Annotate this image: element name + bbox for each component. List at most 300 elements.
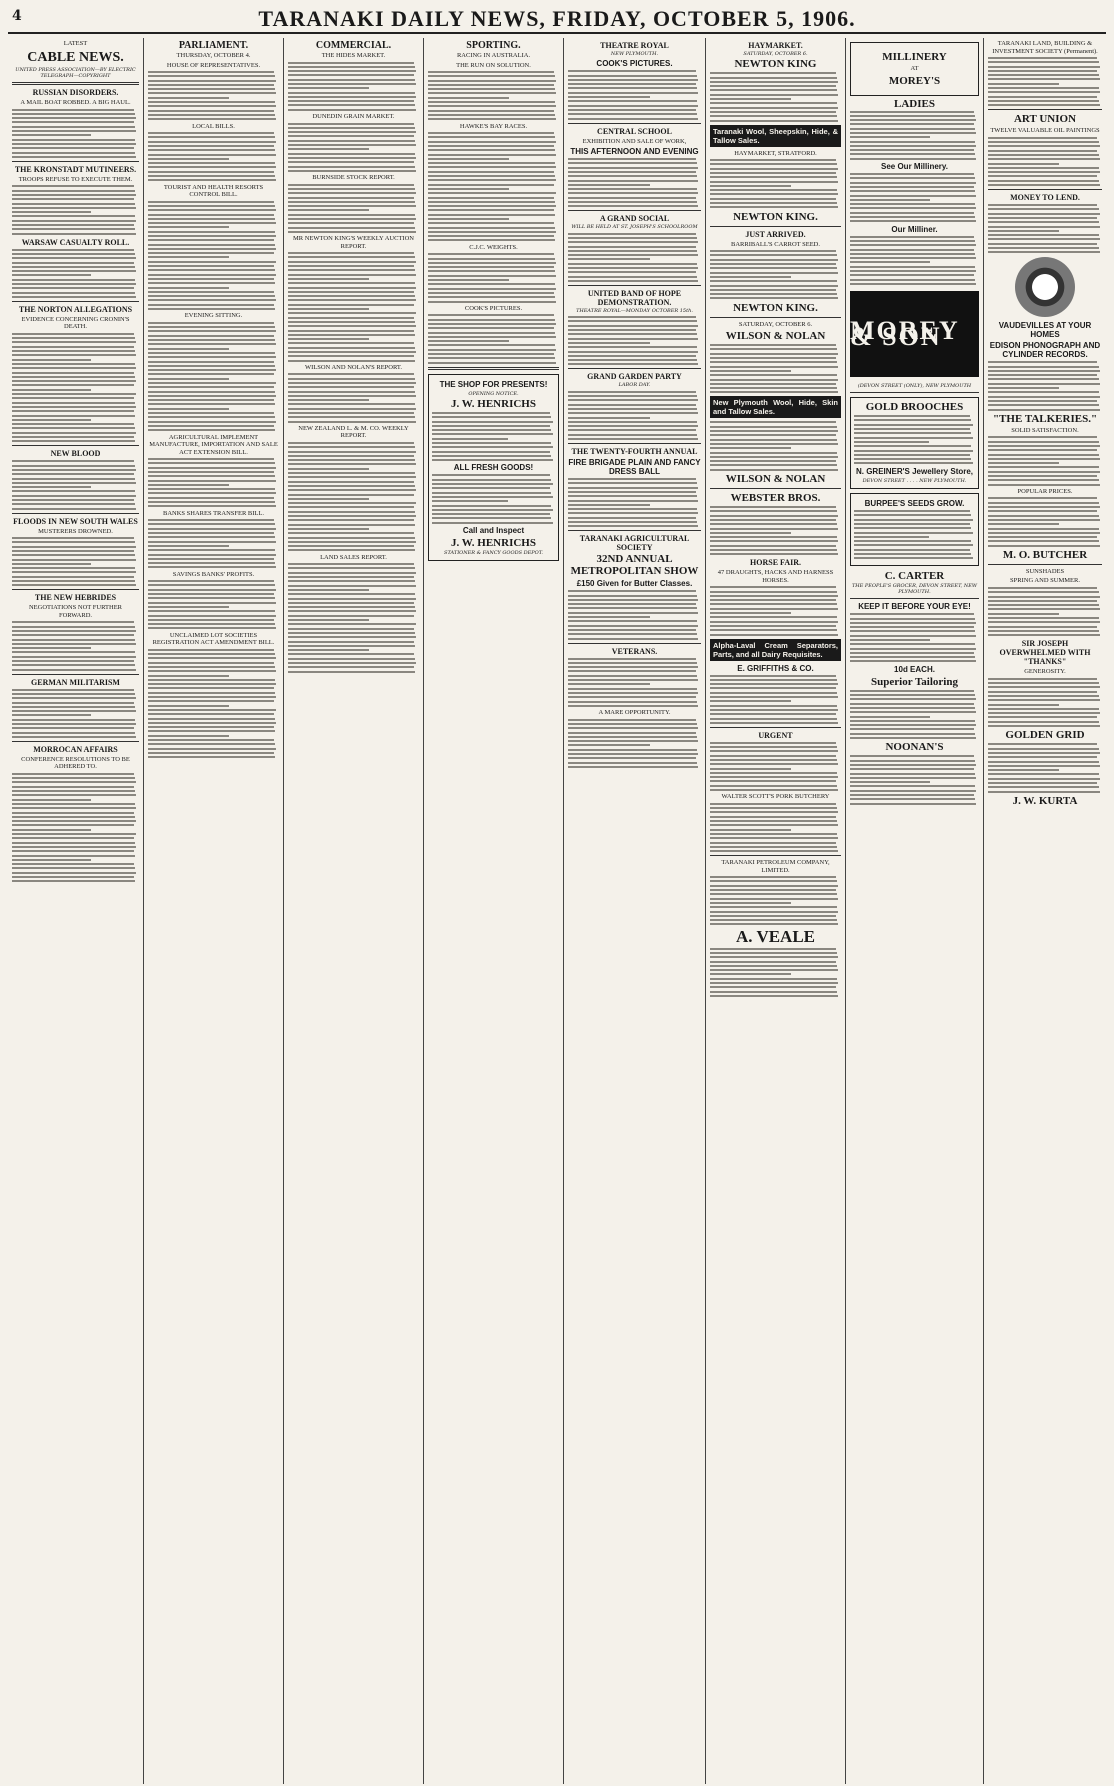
text-line (710, 263, 836, 265)
ad-headline: VETERANS. (611, 646, 658, 656)
text-line (432, 496, 553, 498)
text-line (12, 397, 134, 399)
text-line (988, 716, 1097, 718)
text-line (988, 66, 1100, 68)
text-line (710, 430, 838, 432)
article-body (288, 184, 419, 233)
kicker: LATEST (63, 40, 88, 47)
text-line (988, 74, 1099, 76)
text-line (148, 713, 274, 715)
text-line (148, 101, 275, 103)
section-title: PARLIAMENT. (178, 40, 249, 51)
text-line (710, 293, 837, 295)
classified-head: "THE TALKERIES." (992, 412, 1098, 425)
text-line (12, 337, 135, 339)
text-line (288, 506, 414, 508)
text-line (148, 416, 275, 418)
text-line (288, 472, 415, 474)
text-line (710, 460, 836, 462)
text-line (568, 696, 696, 698)
text-line (288, 291, 414, 293)
text-line (12, 215, 135, 217)
text-line (148, 274, 276, 276)
text-line (288, 209, 369, 211)
text-line (988, 366, 1099, 368)
text-line (428, 184, 554, 186)
text-line (568, 478, 696, 480)
text-line (854, 441, 929, 443)
text-line (12, 460, 134, 462)
text-line (12, 207, 136, 209)
headline: NEW BLOOD (50, 449, 101, 459)
text-line (988, 378, 1099, 380)
advertisement-henrichs (428, 374, 559, 562)
article-body (12, 109, 139, 158)
text-line (850, 261, 930, 263)
text-line (12, 833, 136, 835)
ad-subhead: EXHIBITION AND SALE OF WORK, (582, 137, 687, 145)
text-line (12, 867, 135, 869)
text-line (288, 502, 416, 504)
text-line (854, 424, 973, 426)
text-line (288, 161, 414, 163)
text-line (568, 351, 698, 353)
text-line (710, 876, 836, 878)
text-line (148, 705, 229, 707)
text-line (288, 489, 416, 491)
text-line (148, 743, 275, 745)
text-line (710, 709, 838, 711)
text-line (432, 421, 553, 423)
article-body (288, 252, 419, 361)
ad-body (710, 344, 841, 393)
text-line (148, 248, 276, 250)
ad-body (710, 803, 841, 852)
ad-body (850, 613, 979, 662)
text-line (12, 402, 135, 404)
text-line (988, 748, 1099, 750)
text-line (148, 756, 275, 758)
text-line (568, 258, 650, 260)
subheading: UNCLAIMED LOT SOCIETIES REGISTRATION ACT AMENDMENT BILL. (152, 631, 275, 647)
text-line (12, 121, 134, 123)
text-line (428, 266, 554, 268)
text-line (710, 608, 838, 610)
text-line (288, 261, 416, 263)
ad-body (710, 586, 841, 635)
text-line (854, 532, 973, 534)
our-milliner: Our Milliner. (891, 224, 938, 234)
text-line (428, 192, 556, 194)
text-line (568, 267, 698, 269)
text-line (12, 777, 135, 779)
ad-body (568, 158, 701, 207)
text-line (850, 203, 975, 205)
text-line (12, 651, 135, 653)
section-title: CABLE NEWS. (27, 49, 124, 65)
text-line (148, 649, 274, 651)
classified-head: SUNSHADES (1025, 567, 1065, 575)
text-line (148, 149, 275, 151)
burpee-title: BURPEE'S SEEDS GROW. (864, 499, 965, 509)
text-line (288, 131, 416, 133)
date-line: THURSDAY, OCTOBER 4. (176, 52, 251, 59)
text-line (288, 446, 415, 448)
ad-feature: NEWTON KING (734, 58, 817, 71)
text-line (288, 188, 415, 190)
ad-body (850, 236, 979, 285)
ad-body (850, 111, 979, 160)
text-line (568, 105, 698, 107)
text-line (710, 595, 838, 597)
text-line (988, 226, 1100, 228)
text-line (988, 786, 1099, 788)
text-line (710, 549, 837, 551)
text-line (12, 380, 136, 382)
text-line (568, 75, 697, 77)
text-line (12, 576, 134, 578)
text-line (148, 84, 274, 86)
text-line (988, 87, 1099, 89)
text-line (148, 141, 276, 143)
classified-head: VAUDEVILLES AT YOUR HOMES (998, 321, 1092, 340)
ad-subhead: HORSE FAIR. (750, 558, 801, 568)
text-line (710, 434, 836, 436)
text-line (568, 412, 698, 414)
text-line (568, 525, 698, 527)
text-line (12, 211, 91, 213)
text-line (288, 403, 415, 405)
text-line (288, 593, 415, 595)
text-line (288, 395, 416, 397)
text-line (850, 158, 976, 160)
text-line (988, 682, 1099, 684)
text-line (568, 736, 697, 738)
text-line (148, 244, 275, 246)
text-line (710, 276, 791, 278)
text-line (850, 643, 975, 645)
ad-feature: WILSON & NOLAN (725, 473, 826, 486)
text-line (850, 141, 975, 143)
text-line (12, 723, 136, 725)
text-line (288, 325, 416, 327)
text-line (988, 502, 1099, 504)
text-line (710, 837, 838, 839)
subheadline: TROOPS REFUSE TO EXECUTE THEM. (18, 175, 133, 183)
text-line (428, 110, 554, 112)
text-line (568, 70, 696, 72)
text-line (710, 824, 838, 826)
text-line (288, 278, 369, 280)
text-line (568, 404, 696, 406)
text-line (428, 353, 554, 355)
text-line (568, 723, 697, 725)
text-line (988, 70, 1097, 72)
text-line (850, 249, 974, 251)
text-line (710, 107, 838, 109)
text-line (428, 332, 555, 334)
text-line (988, 141, 1099, 143)
text-line (148, 623, 275, 625)
article-body (428, 71, 559, 120)
text-line (854, 549, 970, 551)
headline: GERMAN MILITARISM (31, 677, 120, 687)
text-line (568, 363, 698, 365)
text-line (988, 626, 1097, 628)
text-line (148, 361, 274, 363)
subheading: WILSON AND NOLAN'S REPORT. (304, 363, 403, 371)
text-line (428, 105, 556, 107)
text-line (148, 467, 276, 469)
text-line (148, 75, 275, 77)
text-line (12, 372, 134, 374)
text-line (988, 596, 1100, 598)
article-body (12, 249, 139, 298)
text-line (710, 272, 838, 274)
text-line (850, 773, 975, 775)
text-line (12, 643, 136, 645)
text-line (850, 195, 976, 197)
text-line (428, 175, 555, 177)
headline: MORROCAN AFFAIRS (33, 744, 118, 754)
classified-head: GOLDEN GRID (1005, 729, 1085, 742)
ad-subhead: SATURDAY, OCTOBER 6. (743, 51, 808, 57)
text-line (850, 132, 976, 134)
text-line (988, 519, 1100, 521)
text-line (710, 591, 837, 593)
text-line (288, 416, 415, 418)
text-line (428, 357, 555, 359)
text-line (568, 620, 697, 622)
classified-head: POPULAR PRICES. (1017, 487, 1073, 495)
text-line (568, 201, 697, 203)
text-line (850, 190, 975, 192)
headline: WARSAW CASUALTY ROLL. (21, 237, 130, 247)
subheading: BURNSIDE STOCK REPORT. (312, 174, 395, 182)
text-line (710, 528, 838, 530)
text-line (12, 689, 134, 691)
text-line (988, 150, 1097, 152)
newspaper-title: TARANAKI DAILY NEWS, FRIDAY, OCTOBER 5, 1906. (258, 6, 856, 31)
ad-headline: CENTRAL SCHOOL (597, 126, 672, 136)
text-line (12, 495, 136, 497)
text-line (710, 906, 837, 908)
text-line (12, 571, 136, 573)
text-line (568, 320, 697, 322)
text-line (854, 557, 973, 559)
text-line (432, 517, 551, 519)
text-line (12, 710, 136, 712)
ad-body (710, 948, 841, 997)
text-line (850, 755, 974, 757)
text-line (148, 523, 275, 525)
text-line (12, 389, 91, 391)
text-line (148, 458, 274, 460)
page-number: 4 (12, 8, 22, 24)
text-line (428, 136, 555, 138)
text-line (710, 285, 838, 287)
subheading: NEW ZEALAND L. & M. CO. WEEKLY REPORT. (298, 424, 409, 440)
text-line (12, 732, 135, 734)
text-line (432, 500, 508, 502)
text-line (288, 563, 414, 565)
text-line (12, 863, 134, 865)
ad-body (568, 316, 701, 365)
ad-body (988, 678, 1102, 727)
text-line (710, 889, 836, 891)
text-line (148, 209, 276, 211)
text-line (148, 373, 274, 375)
text-line (710, 785, 837, 787)
ad-body (710, 675, 841, 724)
text-line (288, 386, 414, 388)
article-body (148, 458, 279, 507)
text-line (710, 599, 836, 601)
text-line (148, 269, 275, 271)
text-line (568, 500, 698, 502)
text-line (850, 220, 976, 222)
text-line (12, 621, 134, 623)
text-line (710, 742, 836, 744)
text-line (854, 523, 970, 525)
text-line (710, 902, 791, 904)
text-line (288, 649, 369, 651)
text-line (988, 791, 1100, 793)
text-line (12, 194, 136, 196)
text-line (288, 92, 415, 94)
text-line (710, 391, 838, 393)
text-line (710, 361, 837, 363)
text-line (148, 265, 274, 267)
text-line (428, 218, 509, 220)
text-line (12, 147, 134, 149)
text-line (12, 185, 134, 187)
text-line (148, 256, 229, 258)
text-line (12, 773, 134, 775)
ad-body (988, 204, 1102, 253)
text-line (710, 625, 836, 627)
text-line (12, 228, 135, 230)
text-line (850, 613, 974, 615)
text-line (148, 662, 274, 664)
text-line (568, 719, 696, 721)
text-line (288, 494, 414, 496)
text-line (12, 647, 91, 649)
ad-body (710, 876, 841, 925)
text-line (428, 197, 554, 199)
text-line (432, 492, 551, 494)
text-line (568, 744, 650, 746)
ad-banner: Alpha-Laval Cream Separators, Parts, and all Dairy Requisites. (710, 639, 841, 661)
text-line (12, 537, 134, 539)
text-line (432, 455, 551, 457)
text-line (568, 688, 697, 690)
text-line (988, 396, 1100, 398)
text-line (288, 602, 414, 604)
text-line (854, 428, 970, 430)
text-line (288, 299, 416, 301)
text-line (568, 701, 697, 703)
headline: THE NORTON ALLEGATIONS (18, 304, 133, 314)
text-line (148, 166, 276, 168)
text-line (148, 657, 276, 659)
text-line (988, 387, 1059, 389)
ad-body (988, 137, 1102, 186)
text-line (12, 714, 91, 716)
text-line (710, 289, 836, 291)
text-line (148, 566, 276, 568)
text-line (850, 790, 976, 792)
text-line (148, 615, 276, 617)
text-line (568, 180, 698, 182)
text-line (988, 374, 1097, 376)
ad-address: STATIONER & FANCY GOODS DEPOT. (444, 550, 543, 557)
text-line (288, 399, 369, 401)
text-line (568, 92, 698, 94)
text-line (850, 173, 974, 175)
text-line (148, 679, 275, 681)
text-line (428, 288, 556, 290)
text-line (148, 88, 275, 90)
text-line (12, 220, 136, 222)
text-line (148, 425, 274, 427)
text-line (148, 752, 274, 754)
text-line (12, 503, 135, 505)
text-line (988, 57, 1097, 59)
text-line (12, 812, 134, 814)
text-line (710, 973, 791, 975)
text-line (288, 619, 369, 621)
text-line (710, 705, 837, 707)
text-line (148, 666, 275, 668)
article-body (148, 71, 279, 120)
text-line (568, 612, 698, 614)
text-line (568, 100, 697, 102)
ad-cta: Call and Inspect (462, 526, 525, 536)
text-line (710, 81, 838, 83)
text-line (148, 683, 276, 685)
text-line (12, 143, 136, 145)
text-line (148, 291, 274, 293)
text-line (710, 986, 836, 988)
text-line (12, 427, 135, 429)
ad-banner: Taranaki Wool, Sheepskin, Hide, & Tallow Sales. (710, 125, 841, 147)
text-line (12, 130, 136, 132)
article-body (12, 773, 139, 882)
text-line (288, 545, 414, 547)
text-line (12, 850, 134, 852)
text-line (710, 885, 838, 887)
text-line (568, 188, 697, 190)
text-line (988, 704, 1059, 706)
text-line (710, 692, 837, 694)
text-line (12, 842, 135, 844)
text-line (428, 80, 556, 82)
text-line (568, 625, 698, 627)
text-line (288, 347, 415, 349)
column-notices (564, 38, 706, 1784)
text-line (288, 442, 414, 444)
text-line (850, 253, 975, 255)
ad-headline: JUST ARRIVED. (745, 229, 806, 239)
text-line (568, 670, 696, 672)
text-line (428, 132, 554, 134)
text-line (988, 78, 1100, 80)
text-line (710, 956, 838, 958)
masthead (8, 6, 1106, 34)
text-line (288, 580, 415, 582)
ad-body (988, 497, 1102, 546)
